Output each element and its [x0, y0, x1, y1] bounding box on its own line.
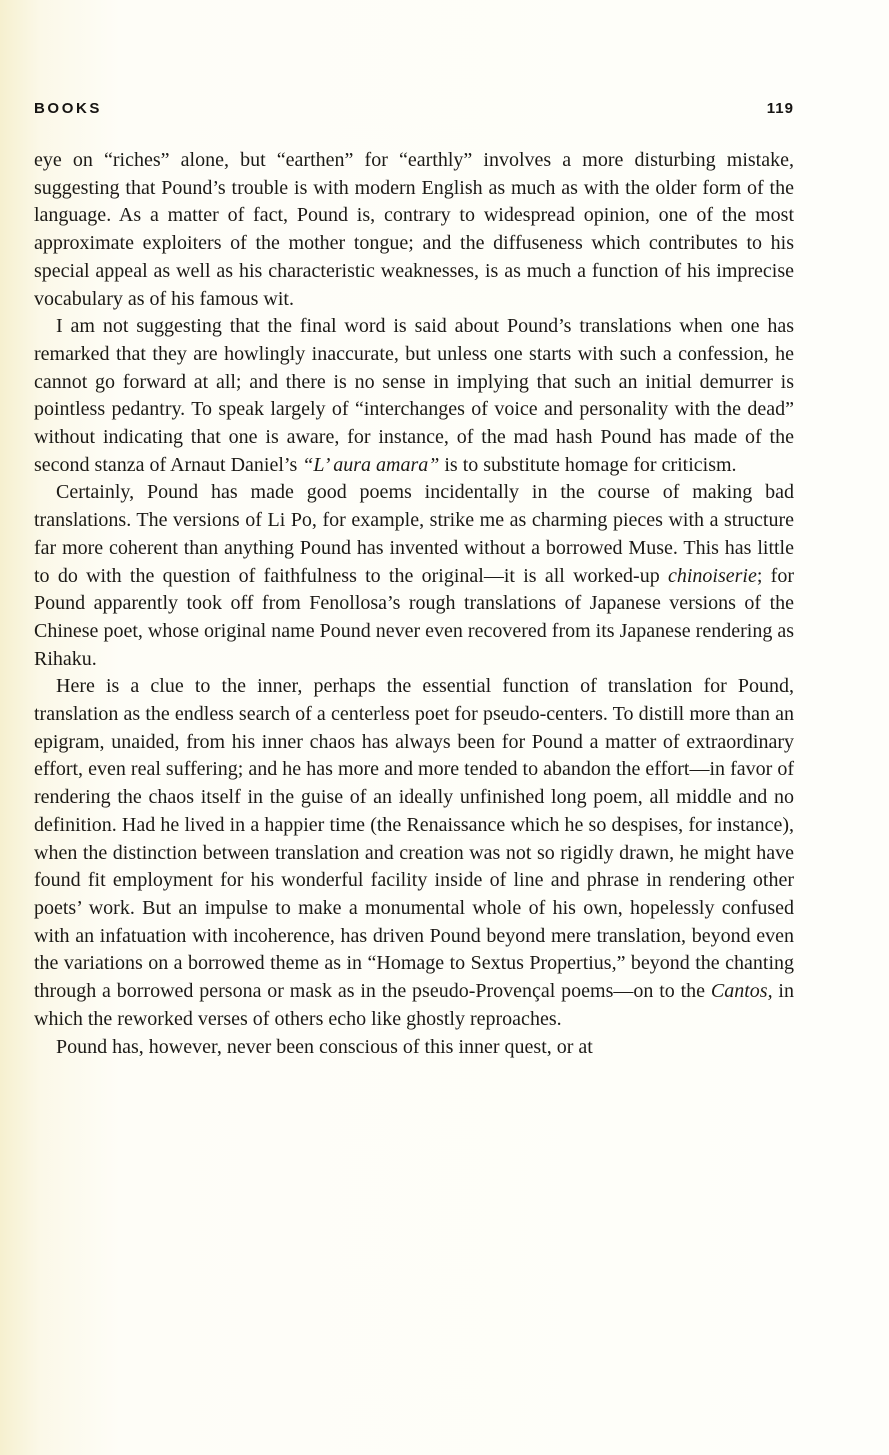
- italic-poem-title: “L’ aura amara”: [302, 453, 440, 476]
- paragraph: [34, 313, 794, 479]
- italic-term: chinoiserie: [667, 564, 757, 587]
- paragraph-text: is to substitute homage for criticism.: [439, 453, 737, 476]
- paragraph: [34, 147, 794, 313]
- paragraph-text: Here is a clue to the inner, perhaps the essential function of translation for Pound, translation as the endless search of a centerless poet for pseudo-centers. To distill more than an epigram, unaided, from his inner chaos has always been for Pound a matter of extraordinary effort, even real suffering; and he has more and more tended to abandon the effort—in favor of rendering the chaos itself in the guise of an ideally unfinished long poem, all middle and no definition. Had he lived in a happier time (the Renaissance which he so despises, for instance), when the distinction between translation and creation was not so rigidly drawn, he might have found fit employment for his wonderful facility inside of line and phrase in rendering other poets’ work. But an impulse to make a monumental whole of his own, hopelessly confused with an infatuation with incoherence, has driven Pound beyond mere translation, beyond even the variations on a borrowed theme as in “Homage to Sextus Propertius,” beyond the chanting through a borrowed persona or mask as in the pseudo-Provençal poems—on to the: [34, 675, 794, 1003]
- body-text: [34, 147, 794, 1061]
- paragraph-text: eye on “riches” alone, but “earthen” for “earthly” involves a more disturbing mistake, suggesting that Pound’s trouble is with modern English as much as with the older form of the language. As a matter of fact, Pound is, contrary to widespread opinion, one of the most approximate exploiters of the mother tongue; and the diffuseness which contributes to his special appeal as well as his characteristic weaknesses, is as much a function of his imprecise vocabulary as of his famous wit.: [34, 149, 794, 310]
- paragraph-text: I am not suggesting that the final word is said about Pound’s translations when one has remarked that they are howlingly inaccurate, but unless one starts with such a confession, he cannot go forward at all; and there is no sense in implying that such an initial demurrer is pointless pedantry. To speak largely of “interchanges of voice and personality with the dead” without indicating that one is aware, for instance, of the mad hash Pound has made of the second stanza of Arnaut Daniel’s: [34, 315, 794, 476]
- section-title: BOOKS: [34, 100, 103, 117]
- paragraph: [34, 1034, 794, 1062]
- paragraph-text: Certainly, Pound has made good poems incidentally in the course of making bad translations. The versions of Li Po, for example, strike me as charming pieces with a structure far more coherent than anything Pound has invented without a borrowed Muse. This has little to do with the question of faithfulness to the original—it is all worked-up: [34, 481, 794, 587]
- paragraph: [34, 479, 794, 673]
- running-head: [34, 100, 794, 117]
- paragraph: [34, 673, 794, 1033]
- italic-work-title: Cantos,: [710, 980, 773, 1003]
- paragraph-text: in which the reworked verses of others echo like ghostly reproaches.: [34, 980, 794, 1030]
- paragraph-text: ; for Pound apparently took off from Fenollosa’s rough translations of Japanese versions of the Chinese poet, whose original name Pound never even recovered from its Japanese rendering as Rihaku.: [34, 564, 794, 670]
- page-number: 119: [766, 100, 794, 117]
- paragraph-text: Pound has, however, never been conscious of this inner quest, or at: [56, 1035, 593, 1058]
